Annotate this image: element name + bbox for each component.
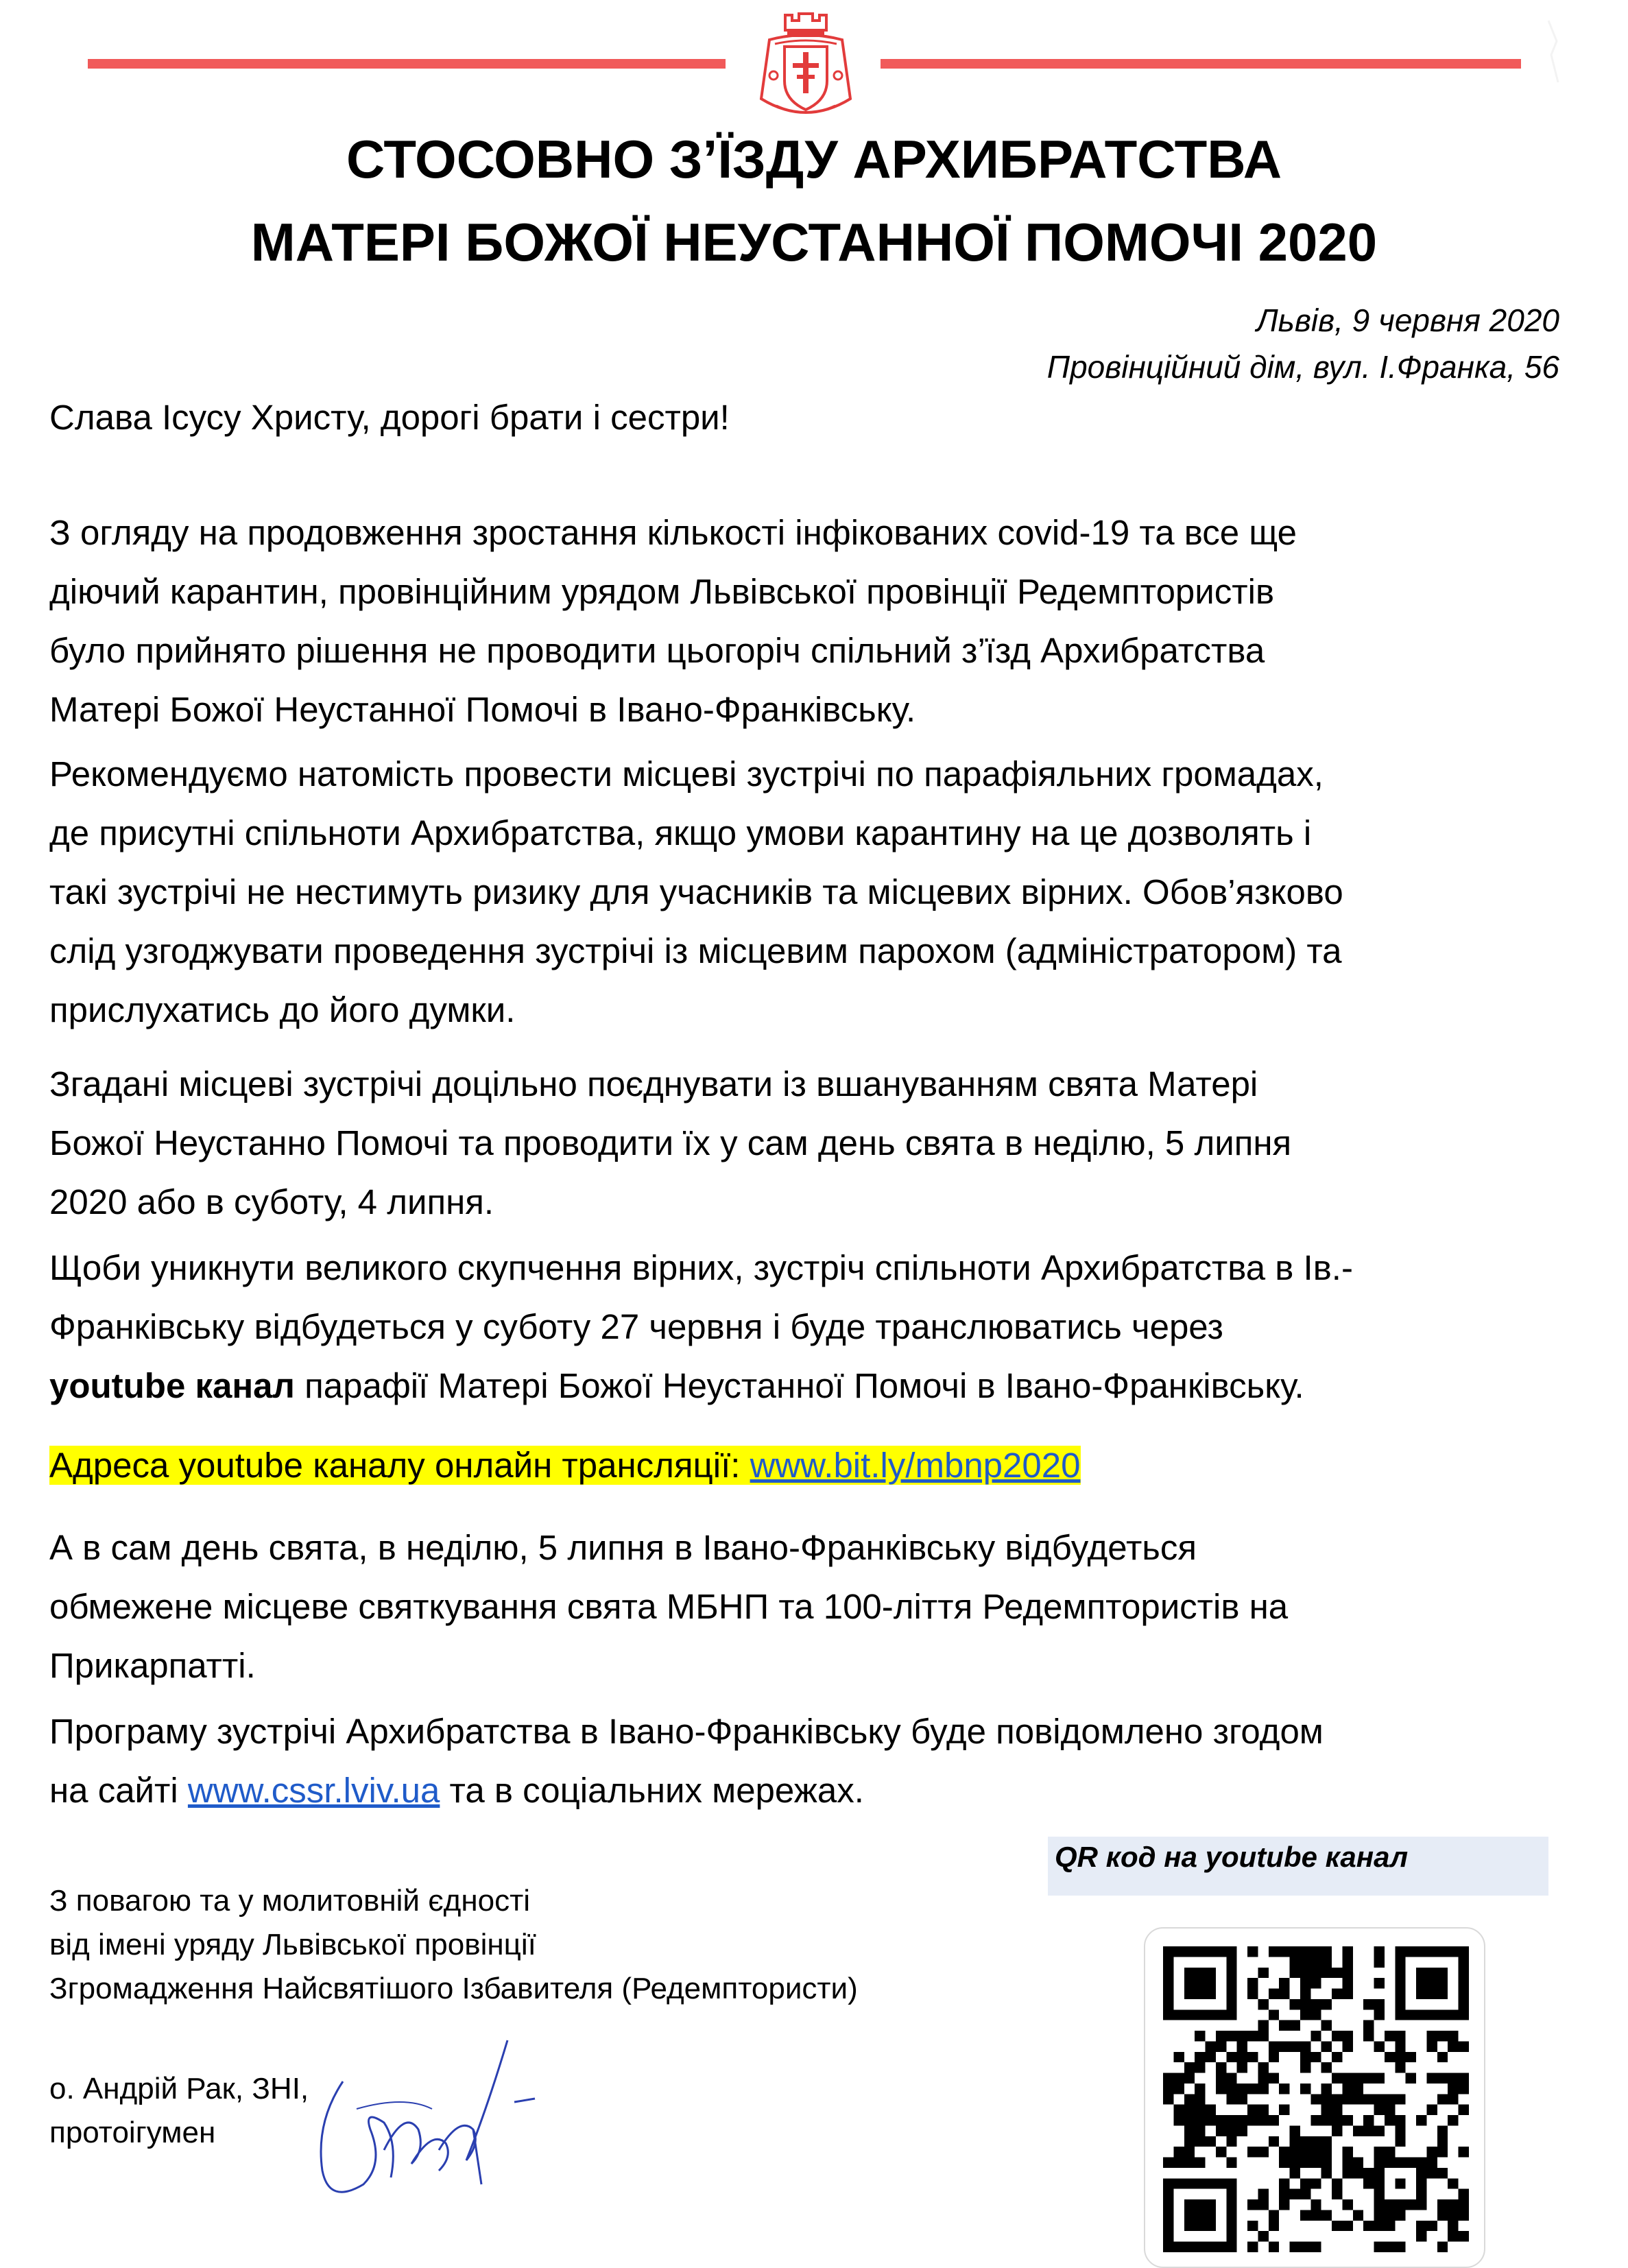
paragraph-3-line: 2020 або в суботу, 4 липня. [49,1182,494,1221]
paragraph-4-line [49,1357,1572,1416]
youtube-address-line [49,1436,1572,1495]
page-title-line-2: МАТЕРІ БОЖОЇ НЕУСТАННОЇ ПОМОЧІ 2020 [250,212,1378,272]
paragraph-6-prefix: на сайті [49,1771,188,1810]
header-rule-right [881,59,1521,69]
paragraph-3 [49,1055,1572,1232]
paragraph-4-line: Щоби уникнути великого скупчення вірних, зустріч спільноти Архибратства в Ів.- [49,1248,1353,1287]
decorative-mark-icon [1543,14,1564,89]
paragraph-2-line: де присутні спільноти Архибратства, якщо умови карантину на це дозволять і [49,813,1312,852]
paragraph-1-line: З огляду на продовження зростання кількості інфікованих covid-19 та все ще [49,513,1297,552]
handwritten-signature-icon [302,2027,549,2232]
qr-caption: QR код на youtube канал [1048,1837,1548,1896]
paragraph-4-line: Франківську відбудеться у суботу 27 червня і буде транслюватись через [49,1307,1223,1346]
paragraph-6-line [49,1761,1572,1820]
site-link[interactable]: www.cssr.lviv.ua [187,1771,440,1810]
closing-line: З повагою та у молитовній єдності [49,1884,531,1918]
signer-block [49,2067,309,2155]
address-line: Провінційний дім, вул. І.Франка, 56 [1046,349,1559,385]
closing-line: від імені уряду Львівської провінції [49,1928,536,1961]
qr-code-frame [1144,1927,1485,2268]
youtube-link[interactable]: www.bit.ly/mbnp2020 [750,1446,1081,1485]
paragraph-6-line: Програму зустрічі Архибратства в Івано-Франківську буде повідомлено згодом [49,1712,1324,1751]
paragraph-2-line: слід узгоджувати проведення зустрічі із місцевим парохом (адміністратором) та [49,931,1342,970]
paragraph-1-line: Матері Божої Неустанної Помочі в Івано-Франківську. [49,690,916,729]
paragraph-2-line: прислухатись до його думки. [49,990,516,1029]
paragraph-2 [49,745,1572,1040]
youtube-address-label: Адреса youtube каналу онлайн трансляції: [49,1446,750,1485]
paragraph-5-line: обмежене місцеве святкування свята МБНП та 100-ліття Редемптористів на [49,1587,1289,1626]
closing-block [49,1879,858,2011]
qr-code-icon[interactable] [1163,1946,1469,2252]
closing-line: Згромадження Найсвятішого Ізбавителя (Редемптористи) [49,1972,858,2005]
youtube-address [49,1436,1572,1495]
paragraph-1-line: було прийнято рішення не проводити цьогоріч спільний з’їзд Архибратства [49,631,1265,670]
page-title-line-1: СТОСОВНО З’ЇЗДУ АРХИБРАТСТВА [346,129,1282,189]
signer-line: о. Андрій Рак, ЗНІ, [49,2072,309,2105]
paragraph-5-line: Прикарпатті. [49,1646,256,1685]
signer-line: протоігумен [49,2116,216,2149]
greeting-text: Слава Ісусу Христу, дорогі брати і сестри! [49,398,730,437]
paragraph-3-line: Згадані місцеві зустрічі доцільно поєднувати із вшануванням свята Матері [49,1064,1258,1103]
paragraph-4 [49,1239,1572,1416]
paragraph-2-line: такі зустрічі не нестимуть ризику для учасників та місцевих вірних. Обов’язково [49,872,1343,911]
header-rule-left [88,59,726,69]
paragraph-5-line: А в сам день свята, в неділю, 5 липня в Івано-Франківську відбудеться [49,1528,1197,1567]
paragraph-1 [49,503,1572,739]
greeting [49,388,1572,447]
paragraph-6 [49,1702,1572,1820]
date-line: Львів, 9 червня 2020 [1256,302,1559,338]
paragraph-6-suffix: та в соціальних мережах. [440,1771,864,1810]
paragraph-5 [49,1518,1572,1695]
paragraph-3-line: Божої Неустанно Помочі та проводити їх у сам день свята в неділю, 5 липня [49,1123,1292,1162]
coat-of-arms-icon [742,10,870,126]
paragraph-4-tail: парафії Матері Божої Неустанної Помочі в Івано-Франківську. [294,1366,1304,1405]
paragraph-1-line: діючий карантин, провінційним урядом Львівської провінції Редемптористів [49,572,1275,611]
paragraph-2-line: Рекомендуємо натомість провести місцеві зустрічі по парафіяльних громадах, [49,754,1324,793]
youtube-channel-emphasis: youtube канал [49,1366,295,1405]
